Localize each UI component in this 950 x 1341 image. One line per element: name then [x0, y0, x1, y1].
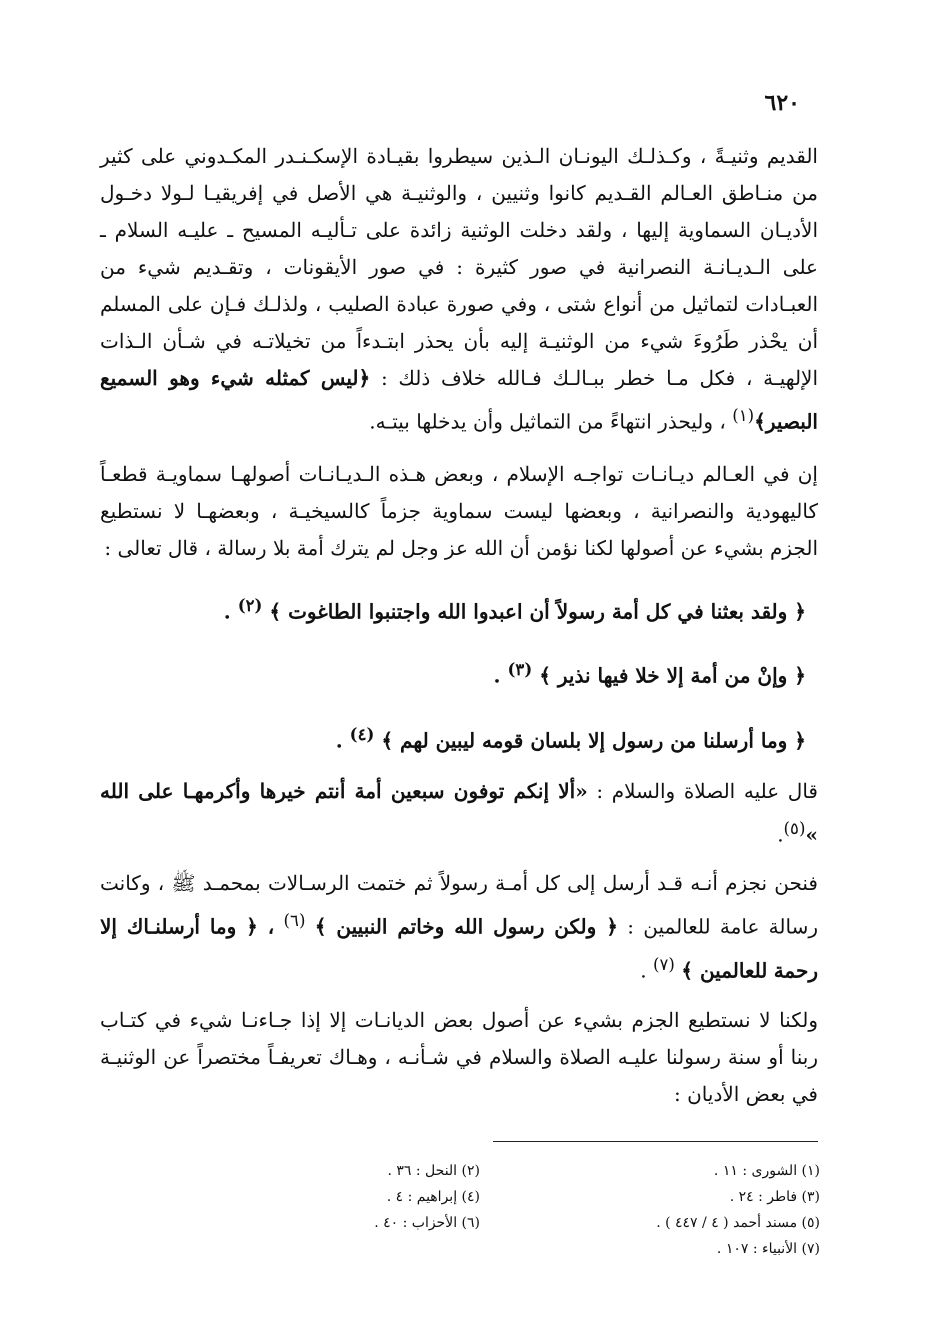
- footnote-ref: (٣): [507, 659, 533, 680]
- hadith-quote: «ألا إنكم توفون سبعين أمة أنتم خيرها وأكرمهـا على الله »: [100, 778, 818, 847]
- quran-quote: ، ﴿ وما أرسلنـاك إلا رحمة: [100, 914, 818, 983]
- text-line: ولكنا لا نستطيع الجزم بشيء عن أصول بعض الديانـات إلا إذا جـاءنـا شيء في كتـاب: [100, 1007, 818, 1032]
- text-line: شتى ، وفي صورة عبادة الصليب ، ولذلـك فـإن على المسلم أن يحْذر طَرُوءَ شيء من الوثنيـة: [100, 292, 819, 353]
- footnote: (٦) الأحزاب : ٤٠ .: [374, 1215, 480, 1231]
- hadith-intro: قال عليه الصلاة والسلام :: [596, 778, 818, 803]
- footnote: (١) الشورى : ١١ .: [713, 1163, 820, 1179]
- footnote: (٧) الأنبياء : ١٠٧ .: [716, 1241, 820, 1257]
- footnote: (٣) فاطر : ٢٤ .: [729, 1189, 820, 1205]
- verse-text: ﴿ وإنْ من أمة إلا خلا فيها نذير ﴾: [539, 663, 806, 688]
- footnote-ref: (٦): [283, 911, 306, 931]
- text-line: منـاطق العـالم القـديم كانوا وثنيين ، والوثنيـة هي الأصل في إفريقيـا لـولا دخـول الأديـان: [100, 181, 818, 242]
- text-line: إن في العـالم ديـانـات تواجـه الإسلام ، وبعض هـذه الـديـانـات أصولهـا سماويـة قطعـاً: [100, 461, 818, 486]
- footnote-ref: (٢): [237, 594, 263, 615]
- text-line: النصرانية في صور كثيرة : في صور الأيقونات ، وتقـديم شيء من العبـادات لتماثيل من أنواع: [100, 255, 819, 316]
- text-line: فنحن نجزم أنـه قـد أرسل إلى كل أمـة رسولاً ثم ختمت الرسـالات بمحمـد ﷺ ، وكانت: [100, 871, 818, 896]
- footnotes-left-column: [320, 1158, 480, 1236]
- verse-text: ﴿ ولقد بعثنا في كل أمة رسولاً أن اعبدوا الله واجتنبوا الطاغوت ﴾: [269, 599, 806, 624]
- body-text: [100, 138, 818, 1125]
- text-line: ، وليحذر انتهاءً من التماثيل وأن يدخلها بيتـه.: [369, 409, 726, 434]
- quran-quote: ﴿ ولكن رسول الله وخاتم النبيين ﴾: [314, 914, 618, 939]
- paragraph-3: فنحن نجزم أنـه قـد أرسل إلى كل أمـة رسولاً ثم ختمت الرسـالات بمحمـد ﷺ ، وكانت رسالة عامة للعالمين : ﴿ ولكن رسول الله وخاتم النبيين ﴾ $^{(٦)}$ ، ﴿ وما أرسلنـاك إلا رحمة للعالمين ﴾ $^{(٧)}$ .: [100, 871, 818, 983]
- footnotes-right-column: [580, 1158, 820, 1262]
- page-number: ٦٢٠: [764, 90, 800, 116]
- footnote-ref: (٧): [652, 954, 675, 974]
- footnote: (٤) إبراهيم : ٤ .: [386, 1189, 480, 1205]
- text-line: بشيء عن أصولها لكنا نؤمن أن الله عز وجل لم يترك أمة بلا رسالة ، قال تعالى :: [104, 535, 764, 560]
- text-line: ربنا أو سنة رسولنا عليـه الصلاة والسلام في شـأنـه ، وهـاك تعريفـاً مختصراً عن الوثنيـة في: [100, 1044, 818, 1106]
- verse-3: ﴿ وما أرسلنا من رسول إلا بلسان قومه ليبين لهم ﴾ $^{(٤)}$ .: [335, 723, 806, 753]
- hadith-paragraph: قال عليه الصلاة والسلام : «ألا إنكم توفون سبعين أمة أنتم خيرها وأكرمهـا على الله »$^{(٥)}$.: [100, 778, 818, 847]
- quran-quote: للعالمين ﴾: [681, 958, 768, 983]
- text-line: ذلك :: [380, 366, 431, 390]
- footnote-ref: (١): [732, 406, 755, 425]
- paragraph-4: [100, 1002, 818, 1113]
- footnote-ref: (٤): [349, 723, 375, 744]
- quran-quote: ﴿ليس كمثله شيء وهو السميع البصير﴾: [100, 366, 818, 434]
- footnote-divider: [493, 1141, 818, 1142]
- text-line: كاليهودية والنصرانية ، وبعضها ليست سماوية جزماً كالسيخيـة ، وبعضهـا لا نستطيع الجزم: [100, 498, 818, 560]
- verse-text: ﴿ وما أرسلنا من رسول إلا بلسان قومه ليبين لهم ﴾: [381, 728, 806, 753]
- footnote: (٢) النحل : ٣٦ .: [387, 1163, 480, 1179]
- footnote: (٥) مسند أحمد ( ٤ / ٤٤٧ ) .: [656, 1215, 820, 1231]
- verse-1: ﴿ ولقد بعثنا في كل أمة رسولاً أن اعبدوا الله واجتنبوا الطاغوت ﴾ $^{(٢)}$ .: [223, 594, 806, 624]
- text-line: إليه بأن يحذر ابتـدءاً من تخيلاتـه في شـأن الـذات الإلهيـة ، فكل مـا خطر ببـالـك فـالله خلاف: [100, 329, 819, 390]
- text-line: رسالة عامة للعالمين :: [627, 914, 818, 939]
- text-line: القديم وثنيـةً ، وكـذلـك اليونـان الـذين سيطروا بقيـادة الإسكـنـدر المكـدوني على كثير من: [100, 144, 819, 205]
- text-line: بعض الأديان :: [674, 1081, 786, 1106]
- verse-2: ﴿ وإنْ من أمة إلا خلا فيها نذير ﴾ $^{(٣)}$ .: [493, 659, 806, 688]
- paragraph-1: [100, 138, 818, 441]
- footnote-ref: (٥): [783, 818, 806, 838]
- text-line: السماوية إليها ، ولقد دخلت الوثنية زائدة على تـأليـه المسيح ـ عليـه السلام ـ على الـديـانـة: [100, 218, 818, 279]
- paragraph-2: [100, 456, 818, 567]
